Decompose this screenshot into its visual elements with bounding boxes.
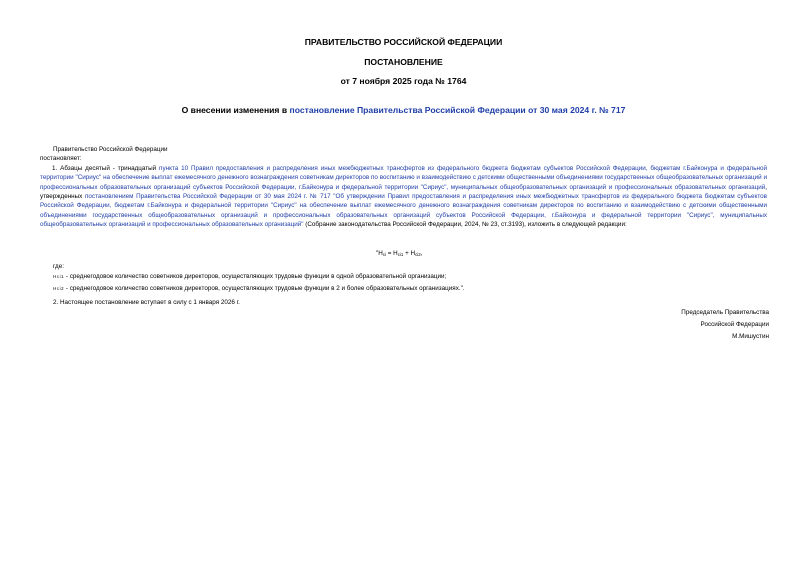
where-label: где:: [53, 263, 64, 270]
document-date-number: от 7 ноября 2025 года № 1764: [340, 76, 467, 86]
document-title: [0, 105, 807, 115]
paragraph-1-approved: , утвержденных: [40, 183, 767, 201]
paragraph-1-end: (Собрание законодательства Российской Федерации, 2024, № 23, ст.3193), изложить в следующей редакции:: [303, 221, 627, 229]
formula-ci1-sub: сi1: [397, 252, 404, 257]
definition-1: Нсi1 - среднегодовое количество советников директоров, осуществляющих трудовые функции в одной образовательной организации;: [53, 273, 447, 280]
title-prefix: О внесении изменения в: [181, 105, 290, 115]
document-type: ПОСТАНОВЛЕНИЕ: [364, 57, 443, 67]
formula-ci-sub: сi: [382, 252, 386, 257]
formula-symbol-2: Нсi2: [53, 286, 65, 291]
rules-point-10-link[interactable]: пункта 10 Правил предоставления и распределения иных межбюджетных трансфертов из федерального бюджета бюджетам субъектов Российской Федерации, бюджетам г.Байконура и федеральной территории "Сириус" на обеспечение выплат ежемесячного денежного вознаграждения советникам директоров по воспитанию и взаимодействию с детскими общественными объединениями государственных общеобразовательных организаций и профессиональных образовательных организаций субъектов Российской Федерации, г.Байконура и федеральной территории "Сириус", муниципальных общеобразовательных организаций и профессиональных образовательных организаций: [40, 165, 767, 191]
paragraph-2: 2. Настоящее постановление вступает в силу с 1 января 2026 г.: [53, 299, 240, 306]
signature-position-2: Российской Федерации: [700, 321, 769, 328]
formula-h: Н: [378, 250, 383, 257]
paragraph-1: [40, 164, 767, 229]
signature-block: [681, 307, 769, 343]
government-heading: ПРАВИТЕЛЬСТВО РОССИЙСКОЙ ФЕДЕРАЦИИ: [304, 37, 503, 47]
paragraph-1-start: 1. Абзацы десятый - тринадцатый: [52, 165, 160, 172]
formula-ci2-sub: сi2: [415, 252, 421, 257]
signature-position-1: Председатель Правительства: [681, 309, 769, 316]
formula: "$Н_{сi} = Н_{сi1} + Н_{сi2}$,: [376, 250, 423, 257]
signature-name: М.Мишустин: [732, 333, 769, 340]
intro-government: Правительство Российской Федерации: [53, 146, 168, 153]
resolution-717-link[interactable]: постановлением Правительства Российской Федерации от 30 мая 2024 г. № 717 "Об утверждении Правил предоставления и распределения иных межбюджетных трансфертов из федерального бюджета бюджетам субъектов Российской Федерации, бюджетам г.Байконура и федеральной территории "Сириус" на обеспечение выплат ежемесячного денежного вознаграждения советникам директоров по воспитанию и взаимодействию с детскими общественными объединениями государственных общеобразовательных организаций и профессиональных образовательных организаций субъектов Российской Федерации, г.Байконура и федеральной территории "Сириус", муниципальных общеобразовательных организаций и профессиональных образовательных организаций": [40, 193, 767, 229]
intro-resolves: постановляет:: [40, 155, 82, 162]
formula-symbol-1: Нсi1: [53, 274, 65, 279]
definition-2: Нсi2 - среднегодовое количество советников директоров, осуществляющих трудовые функции в 2 и более образовательных организациях.".: [53, 285, 465, 292]
title-link[interactable]: постановление Правительства Российской Федерации от 30 мая 2024 г. № 717: [289, 105, 626, 115]
